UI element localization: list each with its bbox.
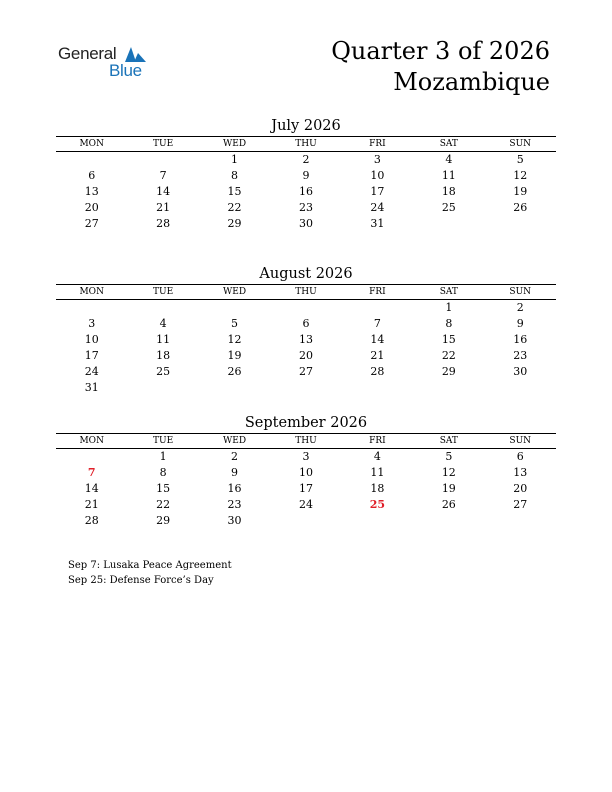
empty-day-cell bbox=[342, 513, 413, 529]
generalblue-logo bbox=[58, 44, 158, 82]
day-cell: 2 bbox=[516, 301, 524, 314]
day-cell: 16 bbox=[298, 185, 313, 198]
week-row bbox=[56, 465, 556, 481]
day-cell: 18 bbox=[156, 349, 171, 362]
weekday-header-row bbox=[56, 433, 556, 449]
holiday-day-cell: 7 bbox=[87, 466, 96, 479]
page-title bbox=[331, 36, 550, 98]
weekday-label: THU bbox=[295, 287, 317, 297]
quarter-title: Quarter 3 of 2026 bbox=[331, 37, 550, 65]
day-cell: 7 bbox=[373, 317, 381, 330]
day-cell: 7 bbox=[159, 169, 167, 182]
week-row bbox=[56, 316, 556, 332]
weekday-label: WED bbox=[223, 436, 247, 446]
holiday-note: Sep 7: Lusaka Peace Agreement bbox=[68, 560, 232, 571]
day-cell: 3 bbox=[88, 317, 96, 330]
day-cell: 6 bbox=[516, 450, 524, 463]
week-row bbox=[56, 168, 556, 184]
day-cell: 19 bbox=[227, 349, 242, 362]
empty-day-cell bbox=[127, 380, 198, 396]
country-title: Mozambique bbox=[393, 68, 550, 96]
holiday-note: Sep 25: Defense Force’s Day bbox=[68, 574, 214, 586]
day-cell: 24 bbox=[298, 498, 313, 511]
weekday-label: SUN bbox=[509, 287, 532, 297]
day-cell: 19 bbox=[441, 482, 456, 495]
day-cell: 10 bbox=[84, 333, 99, 346]
day-cell: 28 bbox=[84, 514, 99, 527]
week-row bbox=[56, 449, 556, 465]
day-cell: 14 bbox=[370, 333, 385, 346]
day-cell: 11 bbox=[156, 333, 171, 346]
weekday-label: MON bbox=[79, 287, 104, 297]
weekday-label: TUE bbox=[153, 287, 174, 297]
month-calendar bbox=[56, 413, 556, 529]
day-cell: 15 bbox=[227, 185, 242, 198]
day-cell: 28 bbox=[370, 365, 385, 378]
day-cell: 21 bbox=[370, 349, 385, 362]
weekday-label: SAT bbox=[439, 436, 458, 446]
day-cell: 2 bbox=[302, 153, 310, 166]
empty-day-cell bbox=[56, 152, 127, 168]
logo-blue-text: Blue bbox=[109, 61, 142, 80]
week-row bbox=[56, 200, 556, 216]
day-cell: 9 bbox=[516, 317, 524, 330]
weekday-label: WED bbox=[223, 139, 247, 149]
empty-day-cell bbox=[199, 380, 270, 396]
empty-day-cell bbox=[56, 449, 127, 465]
day-cell: 30 bbox=[227, 514, 242, 527]
day-cell: 20 bbox=[513, 482, 528, 495]
day-cell: 4 bbox=[445, 153, 453, 166]
day-cell: 14 bbox=[156, 185, 171, 198]
empty-day-cell bbox=[413, 216, 484, 232]
week-row bbox=[56, 184, 556, 200]
empty-day-cell bbox=[270, 380, 341, 396]
day-cell: 22 bbox=[156, 498, 171, 511]
day-cell: 4 bbox=[159, 317, 167, 330]
day-cell: 26 bbox=[441, 498, 456, 511]
day-cell: 5 bbox=[231, 317, 239, 330]
day-cell: 19 bbox=[513, 185, 528, 198]
day-cell: 1 bbox=[231, 153, 239, 166]
week-row bbox=[56, 348, 556, 364]
day-cell: 17 bbox=[298, 482, 313, 495]
empty-day-cell bbox=[127, 152, 198, 168]
empty-day-cell bbox=[56, 300, 127, 316]
week-row bbox=[56, 513, 556, 529]
weekday-header-row bbox=[56, 136, 556, 152]
day-cell: 17 bbox=[84, 349, 99, 362]
day-cell: 11 bbox=[370, 466, 385, 479]
day-cell: 30 bbox=[513, 365, 528, 378]
day-cell: 24 bbox=[84, 365, 99, 378]
weekday-label: SAT bbox=[439, 287, 458, 297]
month-name: September 2026 bbox=[244, 415, 368, 431]
empty-day-cell bbox=[485, 513, 556, 529]
day-cell: 3 bbox=[302, 450, 310, 463]
day-cell: 12 bbox=[513, 169, 528, 182]
day-cell: 8 bbox=[445, 317, 453, 330]
day-cell: 26 bbox=[513, 201, 528, 214]
week-row bbox=[56, 300, 556, 316]
empty-day-cell bbox=[342, 380, 413, 396]
day-cell: 22 bbox=[227, 201, 242, 214]
day-cell: 1 bbox=[159, 450, 167, 463]
weekday-label: SAT bbox=[439, 139, 458, 149]
week-row bbox=[56, 497, 556, 513]
day-cell: 6 bbox=[302, 317, 310, 330]
day-cell: 13 bbox=[84, 185, 99, 198]
holiday-day-cell: 25 bbox=[369, 498, 386, 511]
day-cell: 23 bbox=[298, 201, 313, 214]
day-cell: 16 bbox=[227, 482, 242, 495]
day-cell: 23 bbox=[513, 349, 528, 362]
empty-day-cell bbox=[485, 380, 556, 396]
day-cell: 15 bbox=[441, 333, 456, 346]
month-name: August 2026 bbox=[259, 266, 353, 282]
day-cell: 4 bbox=[373, 450, 381, 463]
day-cell: 6 bbox=[88, 169, 96, 182]
week-row bbox=[56, 481, 556, 497]
empty-day-cell bbox=[199, 300, 270, 316]
day-cell: 26 bbox=[227, 365, 242, 378]
day-cell: 22 bbox=[441, 349, 456, 362]
holiday-notes bbox=[68, 559, 232, 588]
day-cell: 5 bbox=[445, 450, 453, 463]
empty-day-cell bbox=[413, 513, 484, 529]
day-cell: 13 bbox=[298, 333, 313, 346]
weekday-header-row bbox=[56, 284, 556, 300]
month-calendar bbox=[56, 116, 556, 232]
day-cell: 8 bbox=[159, 466, 167, 479]
month-name: July 2026 bbox=[271, 118, 341, 134]
empty-day-cell bbox=[485, 216, 556, 232]
weekday-label: TUE bbox=[153, 139, 174, 149]
day-cell: 2 bbox=[231, 450, 239, 463]
day-cell: 31 bbox=[84, 381, 99, 394]
weekday-label: FRI bbox=[369, 436, 386, 446]
day-cell: 21 bbox=[156, 201, 171, 214]
weekday-label: THU bbox=[295, 139, 317, 149]
day-cell: 29 bbox=[156, 514, 171, 527]
weekday-label: THU bbox=[295, 436, 317, 446]
weekday-label: FRI bbox=[369, 287, 386, 297]
weekday-label: SUN bbox=[509, 139, 532, 149]
week-row bbox=[56, 216, 556, 232]
day-cell: 12 bbox=[441, 466, 456, 479]
day-cell: 3 bbox=[373, 153, 381, 166]
day-cell: 14 bbox=[84, 482, 99, 495]
week-row bbox=[56, 332, 556, 348]
weekday-label: SUN bbox=[509, 436, 532, 446]
day-cell: 31 bbox=[370, 217, 385, 230]
weekday-label: MON bbox=[79, 436, 104, 446]
week-row bbox=[56, 380, 556, 396]
empty-day-cell bbox=[127, 300, 198, 316]
month-calendar bbox=[56, 264, 556, 396]
weekday-label: WED bbox=[223, 287, 247, 297]
day-cell: 13 bbox=[513, 466, 528, 479]
weekday-label: FRI bbox=[369, 139, 386, 149]
week-row bbox=[56, 152, 556, 168]
day-cell: 8 bbox=[231, 169, 239, 182]
day-cell: 18 bbox=[370, 482, 385, 495]
day-cell: 10 bbox=[370, 169, 385, 182]
logo-general-text: General bbox=[58, 44, 117, 63]
day-cell: 29 bbox=[441, 365, 456, 378]
day-cell: 5 bbox=[516, 153, 524, 166]
day-cell: 25 bbox=[156, 365, 171, 378]
empty-day-cell bbox=[342, 300, 413, 316]
day-cell: 27 bbox=[298, 365, 313, 378]
day-cell: 17 bbox=[370, 185, 385, 198]
day-cell: 10 bbox=[298, 466, 313, 479]
day-cell: 29 bbox=[227, 217, 242, 230]
day-cell: 16 bbox=[513, 333, 528, 346]
empty-day-cell bbox=[413, 380, 484, 396]
day-cell: 9 bbox=[231, 466, 239, 479]
day-cell: 12 bbox=[227, 333, 242, 346]
weekday-label: MON bbox=[79, 139, 104, 149]
day-cell: 9 bbox=[302, 169, 310, 182]
day-cell: 27 bbox=[513, 498, 528, 511]
day-cell: 23 bbox=[227, 498, 242, 511]
day-cell: 20 bbox=[84, 201, 99, 214]
day-cell: 30 bbox=[298, 217, 313, 230]
week-row bbox=[56, 364, 556, 380]
empty-day-cell bbox=[270, 513, 341, 529]
day-cell: 20 bbox=[298, 349, 313, 362]
day-cell: 21 bbox=[84, 498, 99, 511]
day-cell: 11 bbox=[441, 169, 456, 182]
day-cell: 25 bbox=[441, 201, 456, 214]
empty-day-cell bbox=[270, 300, 341, 316]
day-cell: 18 bbox=[441, 185, 456, 198]
day-cell: 15 bbox=[156, 482, 171, 495]
day-cell: 24 bbox=[370, 201, 385, 214]
day-cell: 1 bbox=[445, 301, 453, 314]
day-cell: 28 bbox=[156, 217, 171, 230]
day-cell: 27 bbox=[84, 217, 99, 230]
weekday-label: TUE bbox=[153, 436, 174, 446]
